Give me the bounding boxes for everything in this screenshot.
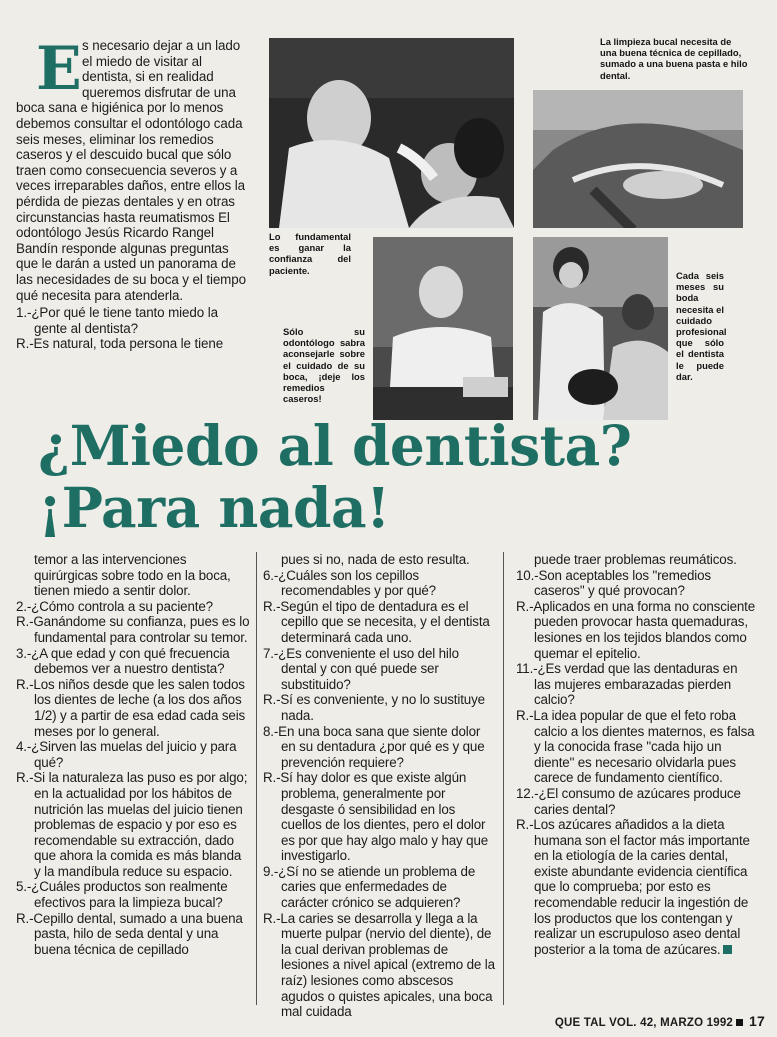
question: 5.-¿Cuáles productos son realmente efectivos para la limpieza bucal? xyxy=(16,879,228,911)
answer: R.-Los niños desde que les salen todos los dientes de leche (a los dos años 1/2) y a partir de esa edad cada seis meses por lo general. xyxy=(16,676,246,739)
photo-toothbrush xyxy=(533,90,743,228)
question: 2.-¿Cómo controla a su paciente? xyxy=(16,598,213,614)
footer-publication: QUE TAL VOL. 42, MARZO 1992 xyxy=(554,1017,734,1029)
end-mark-icon xyxy=(723,945,732,954)
photo-dentist-patient xyxy=(269,38,514,228)
photo-nurse-child xyxy=(533,237,668,420)
caption-middle: Sólo su odontólogo sabra aconsejarle sobre el cuidado de su boca, ¡deje los remedios caseros! xyxy=(283,326,365,405)
answer: R.-Cepillo dental, sumado a una buena pasta, hilo de seda dental y una buena técnica de cepillado xyxy=(16,910,243,957)
answer: R.-Ganándome su confianza, pues es lo fundamental para controlar su temor. xyxy=(16,614,250,645)
headline xyxy=(38,415,738,539)
page-number: 17 xyxy=(749,1013,765,1029)
answer: R.-Sí hay dolor es que existe algún problema, generalmente por desgaste ó sensibilidad en los cuellos de los dientes, pero el dolor es por que hay algo malo y hay que investigarlo. xyxy=(263,770,489,864)
answer: R.-Si la naturaleza las puso es por algo; en la actualidad por los hábitos de nutrición las muelas del juicio tienen problemas de espacio y por eso es recomendable su extracción, dado que ahora la comida es más blanda y la mandíbula reduce su espacio. xyxy=(16,770,248,879)
headline-line-2: ¡Para nada! xyxy=(38,475,390,540)
answer-1-start: R.-Es natural, toda persona le tiene xyxy=(16,336,224,352)
column-2 xyxy=(263,552,495,1020)
question: 8.-En una boca sana que siente dolor en su dentadura ¿por qué es y que prevención requiere? xyxy=(263,723,485,770)
intro-column xyxy=(16,34,251,352)
answer: R.-Según el tipo de dentadura es el cepillo que se necesita, y el dentista determinará cada uno. xyxy=(263,598,490,645)
page-footer xyxy=(550,1013,765,1029)
intro-paragraph: s necesario dejar a un lado el miedo de visitar al dentista, si en realidad queremos disfrutar de una boca sana e higiénica por lo menos debemos consultar el odontólogo cada seis meses, eliminar los remedios caseros y el descuido bucal que sólo traen como consecuencia severos y a veces irreparables daños, entre ellos la pérdida de piezas dentales y en otras circunstancias hasta reumatismos El odontólogo Jesús Ricardo Rangel Bandín responde algunas preguntas que le darán a usted un panorama de las necesidades de su boca y el tiempo qué necesita para atenderla. xyxy=(16,38,246,303)
continued-text: puede traer problemas reumáticos. xyxy=(534,552,737,567)
footer-square-icon xyxy=(736,1019,743,1026)
photo-dentist-desk xyxy=(373,237,513,420)
caption-top-right: La limpieza bucal necesita de una buena técnica de cepillado, sumado a una buena pasta e hilo dental. xyxy=(600,36,748,81)
answer: R.-Aplicados en una forma no consciente pueden provocar hasta quemaduras, lesiones en los tejidos blandos como quemar el epitelio. xyxy=(516,598,756,661)
drop-cap: E xyxy=(36,34,82,104)
question: 12.-¿El consumo de azúcares produce caries dental? xyxy=(516,785,741,817)
question: 7.-¿Es conveniente el uso del hilo dental y con qué puede ser substituido? xyxy=(263,645,459,692)
question: 4.-¿Sirven las muelas del juicio y para qué? xyxy=(16,739,237,770)
answer: R.-Los azúcares añadidos a la dieta humana son el factor más importante en la etiología de la caries dental, existe abundante evidencia científica que lo comprueba; por esto es recomendable reducir la ingestión de los productos que los contengan y realizar un escrupuloso aseo dental posterior a la toma de azúcares. xyxy=(516,817,750,957)
answer: R.-Sí es conveniente, y no lo sustituye nada. xyxy=(263,692,485,723)
question-1: 1.-¿Por qué le tiene tanto miedo la gente al dentista? xyxy=(16,305,218,336)
answer: R.-La idea popular de que el feto roba calcio a los dientes maternos, es falsa y la conocida frase "cada hijo un diente" es necesario olvidarla pues carece de fundamento científico. xyxy=(516,707,755,786)
headline-line-1: ¿Miedo al dentista? xyxy=(38,413,632,478)
column-1 xyxy=(16,552,251,957)
column-divider xyxy=(256,552,257,1005)
question: 6.-¿Cuáles son los cepillos recomendables y por qué? xyxy=(263,567,436,599)
question: 10.-Son aceptables los "remedios caseros" y qué provocan? xyxy=(516,567,711,599)
continued-text: temor a las intervenciones quirúrgicas sobre todo en la boca, tienen miedo a sentir dolor. xyxy=(34,552,231,599)
question: 3.-¿A que edad y con qué frecuencia debemos ver a nuestro dentista? xyxy=(16,645,230,677)
caption-right: Cada seis meses su boda necesita el cuidado profesional que sólo el dentista le puede dar. xyxy=(676,270,727,382)
caption-left-photo: Lo fundamental es ganar la confianza del paciente. xyxy=(269,231,351,276)
question: 9.-¿Sí no se atiende un problema de caries que enfermedades de carácter crónico se adquieren? xyxy=(263,863,476,911)
question: 11.-¿Es verdad que las dentaduras en las mujeres embarazadas pierden calcio? xyxy=(516,661,738,708)
column-divider xyxy=(503,552,504,1005)
continued-text: pues si no, nada de esto resulta. xyxy=(281,552,470,567)
column-3 xyxy=(516,552,756,957)
answer: R.-La caries se desarrolla y llega a la muerte pulpar (nervio del diente), de la cual derivan problemas de lesiones a nivel apical (extremo de la raíz) lesiones como abscesos agudos o quistes apicales, una boca mal cuidada xyxy=(263,910,495,1020)
